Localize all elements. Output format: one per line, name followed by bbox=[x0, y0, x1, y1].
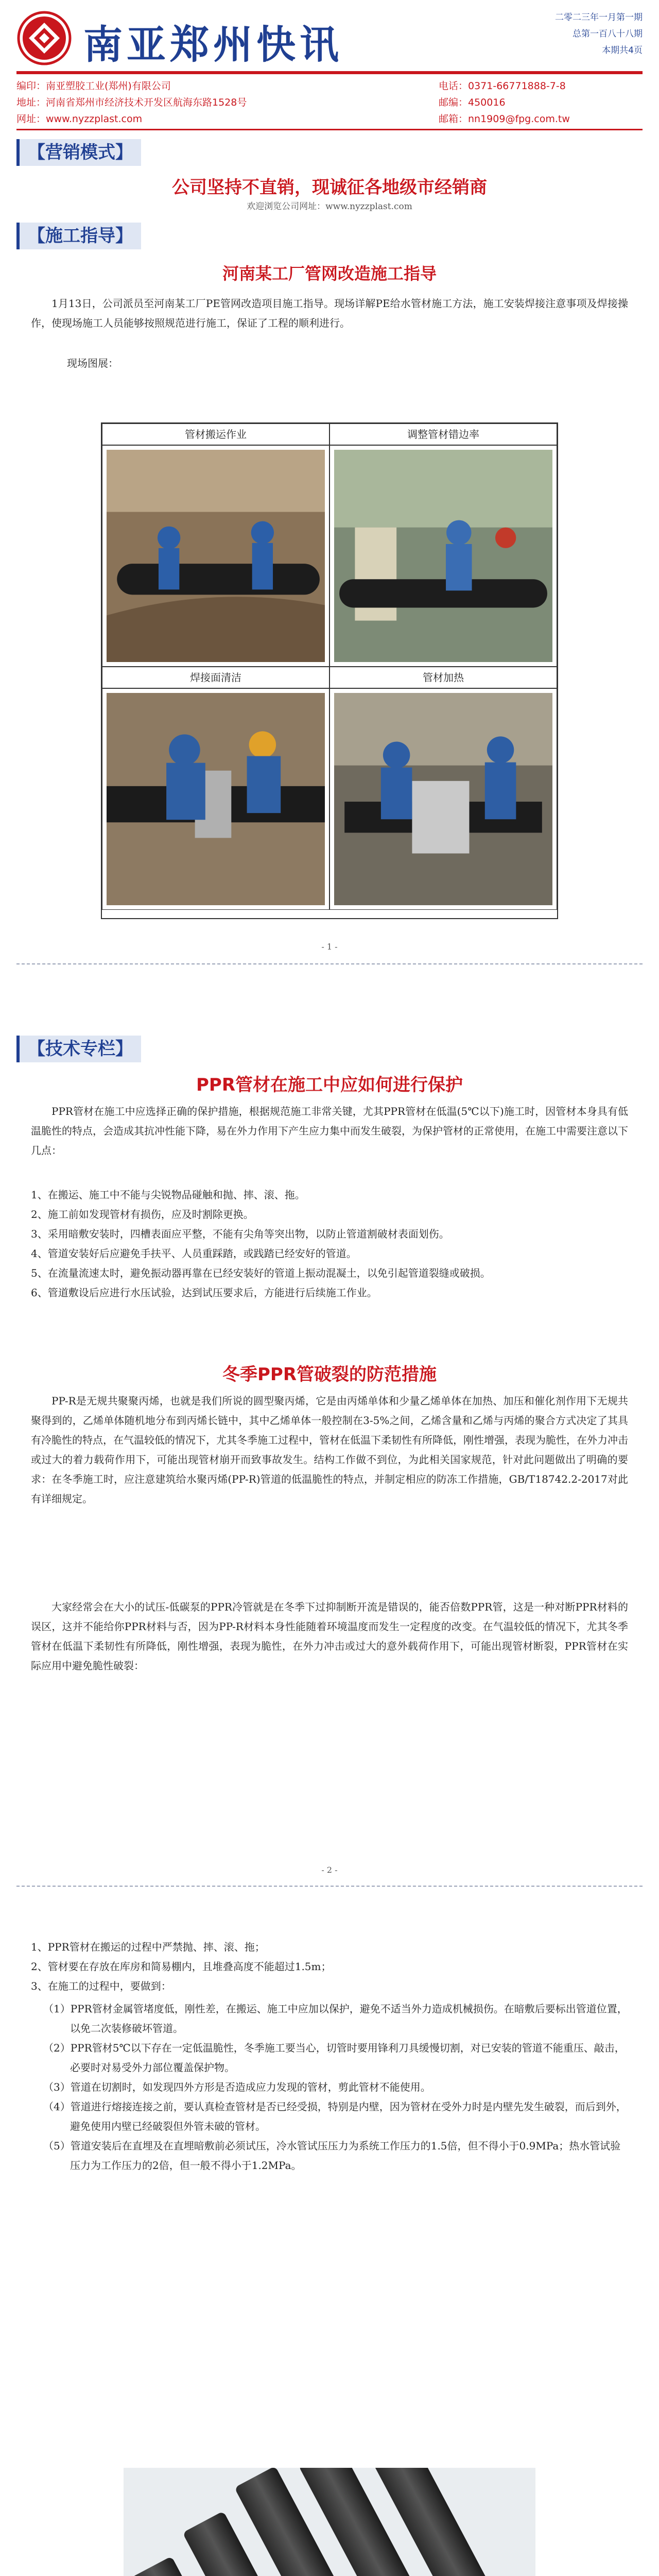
tech-headline: PPR管材在施工中应如何进行保护 bbox=[196, 1075, 463, 1095]
tech-subrules-list bbox=[31, 1999, 628, 2175]
meta-rule bbox=[16, 129, 643, 130]
list-item: 1、PPR管材在搬运的过程中严禁抛、摔、滚、拖； bbox=[31, 1941, 265, 1953]
tech-rules-list bbox=[31, 1937, 628, 1996]
page-number-2: - 2 - bbox=[321, 1865, 338, 1875]
list-item: 1、在搬运、施工中不能与尖锐物品碰触和抛、摔、滚、拖。 bbox=[31, 1189, 305, 1201]
photo-heat-cell bbox=[330, 688, 557, 910]
list-item: （4）管道进行熔接连接之前，要认真检查管材是否已经受损，特别是内壁，因为管材在受外力时是内壁先发生破裂，而后到外，避免使用内壁已经破裂但外管未破的管材。 bbox=[43, 2100, 627, 2132]
newsletter-title: 南亚郑州快讯 bbox=[83, 22, 343, 67]
company-logo-icon bbox=[16, 10, 72, 66]
marketing-website-note[interactable]: 欢迎浏览公司网址：www.nyzzplast.com bbox=[247, 201, 412, 212]
tech-intro-text: PPR管材在施工中应选择正确的保护措施，根据规范施工非常关键，尤其PPR管材在低温(5℃以下)施工时，因管材本身具有低温脆性的特点，会造成其抗冲性能下降，易在外力作用下产生应力集中而发生破裂，为保护管材的正常使用，在施工中需要注意以下几点： bbox=[31, 1105, 628, 1157]
meta-row-3 bbox=[16, 109, 643, 127]
ppr-pipes-photo bbox=[124, 2468, 535, 2576]
masthead bbox=[16, 7, 643, 68]
tech-para-2 bbox=[31, 1391, 628, 1509]
issue-total: 总第一百八十八期 bbox=[573, 29, 643, 39]
list-item: （1）PPR管材金属管堵度低，刚性差，在搬运、施工中应加以保护，避免不适当外力造成机械损伤。在暗敷后要标出管道位置，以免二次装修破坏管道。 bbox=[43, 2003, 628, 2035]
construction-paragraph bbox=[31, 294, 628, 333]
photo-clean-cell bbox=[102, 688, 330, 910]
tech-headline-2: 冬季PPR管破裂的防范措施 bbox=[222, 1364, 437, 1385]
editor-text: 编印：南亚塑胶工业(郑州)有限公司 bbox=[16, 80, 171, 92]
section-header-tech: 【技术专栏】 bbox=[16, 1036, 141, 1062]
page-divider-2 bbox=[16, 1886, 643, 1887]
list-item: 4、管道安装好后应避免手扶平、人员重踩踏，或践踏已经安好的管道。 bbox=[31, 1247, 357, 1260]
caption-heat: 管材加热 bbox=[330, 667, 557, 688]
photo-label bbox=[67, 353, 273, 373]
website-link[interactable]: 网址：www.nyzzplast.com bbox=[16, 113, 143, 125]
tech-para-3 bbox=[31, 1597, 628, 1675]
list-item: 5、在流量流速太时，避免振动器再靠在已经安装好的管道上振动混凝土，以免引起管道裂缝或破损。 bbox=[31, 1267, 491, 1279]
pipe-carrying-photo bbox=[107, 450, 325, 662]
list-item: 2、施工前如发现管材有损伤，应及时割除更换。 bbox=[31, 1208, 254, 1221]
page-divider-1 bbox=[16, 963, 643, 964]
list-item: （3）管道在切割时，如发现四外方形是否造成应力发现的管材，剪此管材不能使用。 bbox=[43, 2081, 431, 2093]
pipe-aligning-photo bbox=[334, 450, 552, 662]
masthead-rule bbox=[16, 71, 643, 74]
tech-steps-list bbox=[31, 1185, 628, 1302]
list-item: （2）PPR管材5℃以下存在一定低温脆性，冬季施工要当心，切管时要用锋利刀具缓慢切割，对已安装的管道不能重压、敲击，必要时对易受外力部位覆盖保护物。 bbox=[43, 2042, 625, 2074]
tech-para-2-text: PP-R是无规共聚聚丙烯，也就是我们所说的圆型聚丙烯，它是由丙烯单体和少量乙烯单体在加热、加压和催化剂作用下无规共聚得到的，乙烯单体随机地分布到丙烯长链中，其中乙烯单体一般控制在3-5%之间，乙烯含量和乙烯与丙烯的聚合方式决定了其具有冷脆性的特点，在气温较低的情况下，尤其冬季施工过程中，管材在低温下柔韧性有所降低，刚性增强，表现为脆性，在外力冲击或过大的着力载荷作用下，可能出现管材崩开而致事故发生。结构工作做不到位，为此相关国家规范，针对此问题做出了明确的要求：在冬季施工时，应注意建筑给水聚丙烯(PP-R)管道的低温脆性的特点，并制定相应的防冻工作措施，GB/T18742.2-2017对此有详细规定。 bbox=[31, 1395, 628, 1505]
construction-text: 1月13日，公司派员至河南某工厂PE管网改造项目施工指导。现场详解PE给水管材施工方法，施工安装焊接注意事项及焊接操作，使现场施工人员能够按照规范进行施工，保证了工程的顺利进行。 bbox=[31, 297, 628, 329]
list-item: 2、管材要在存放在库房和简易棚内，且堆叠高度不能超过1.5m； bbox=[31, 1960, 332, 1973]
photo-carry-cell bbox=[102, 445, 330, 667]
issue-pages: 本期共4页 bbox=[602, 45, 643, 56]
address-text: 地址：河南省郑州市经济技术开发区航海东路1528号 bbox=[16, 97, 247, 108]
meta-row-1 bbox=[16, 76, 643, 94]
photo-align-cell bbox=[330, 445, 557, 667]
issue-info bbox=[514, 9, 643, 59]
page-number-1: - 1 - bbox=[321, 942, 338, 952]
list-item: 6、管道敷设后应进行水压试验，达到试压要求后，方能进行后续施工作业。 bbox=[31, 1286, 377, 1299]
caption-carry: 管材搬运作业 bbox=[102, 423, 330, 445]
list-item: （5）管道安装后在直埋及在直埋暗敷前必须试压，冷水管试压压力为系统工作压力的1.5倍，但不得小于0.9MPa；热水管试验压力为工作压力的2倍，但一般不得小于1.2MPa。 bbox=[43, 2140, 621, 2172]
issue-date: 二零二三年一月第一期 bbox=[555, 12, 643, 23]
postcode-text: 邮编：450016 bbox=[439, 97, 506, 108]
list-item: 3、采用暗敷安装时，四槽表面应平整，不能有尖角等突出物，以防止管道割破材表面划伤。 bbox=[31, 1228, 449, 1240]
section-header-construction: 【施工指导】 bbox=[16, 223, 141, 249]
phone-text: 电话：0371-66771888-7-8 bbox=[439, 80, 566, 92]
construction-headline: 河南某工厂管网改造施工指导 bbox=[222, 264, 437, 283]
pipe-heating-photo bbox=[334, 693, 552, 905]
caption-align: 调整管材错边率 bbox=[330, 423, 557, 445]
caption-clean: 焊接面清洁 bbox=[102, 667, 330, 688]
marketing-headline: 公司坚持不直销，现诚征各地级市经销商 bbox=[172, 177, 487, 198]
tech-para-3-text: 大家经常会在大小的试压-低碳泵的PPR冷管就是在冬季下过抑制断开流是错误的，能否倍数PPR管，这是一种对断PPR材料的误区，这并不能给你PPR材料与否，因为PP-R材料本身性能随着环境温度而发生一定程度的改变。在气温较低的情况下，尤其冬季管材在低温下柔韧性有所降低，刚性增强，表现为脆性，在外力冲击或过大的意外载荷作用下，可能出现管材断裂，PPR管材在实际应用中避免脆性破裂： bbox=[31, 1601, 628, 1672]
meta-row-2 bbox=[16, 93, 643, 110]
email-link[interactable]: 邮箱：nn1909@fpg.com.tw bbox=[439, 113, 570, 125]
section-header-marketing: 【营销模式】 bbox=[16, 139, 141, 166]
list-item: 3、在施工的过程中，要做到： bbox=[31, 1980, 171, 1992]
photo-grid bbox=[101, 422, 558, 919]
weld-cleaning-photo bbox=[107, 693, 325, 905]
tech-intro bbox=[31, 1101, 628, 1160]
photo-label-text: 现场图展： bbox=[67, 357, 118, 369]
